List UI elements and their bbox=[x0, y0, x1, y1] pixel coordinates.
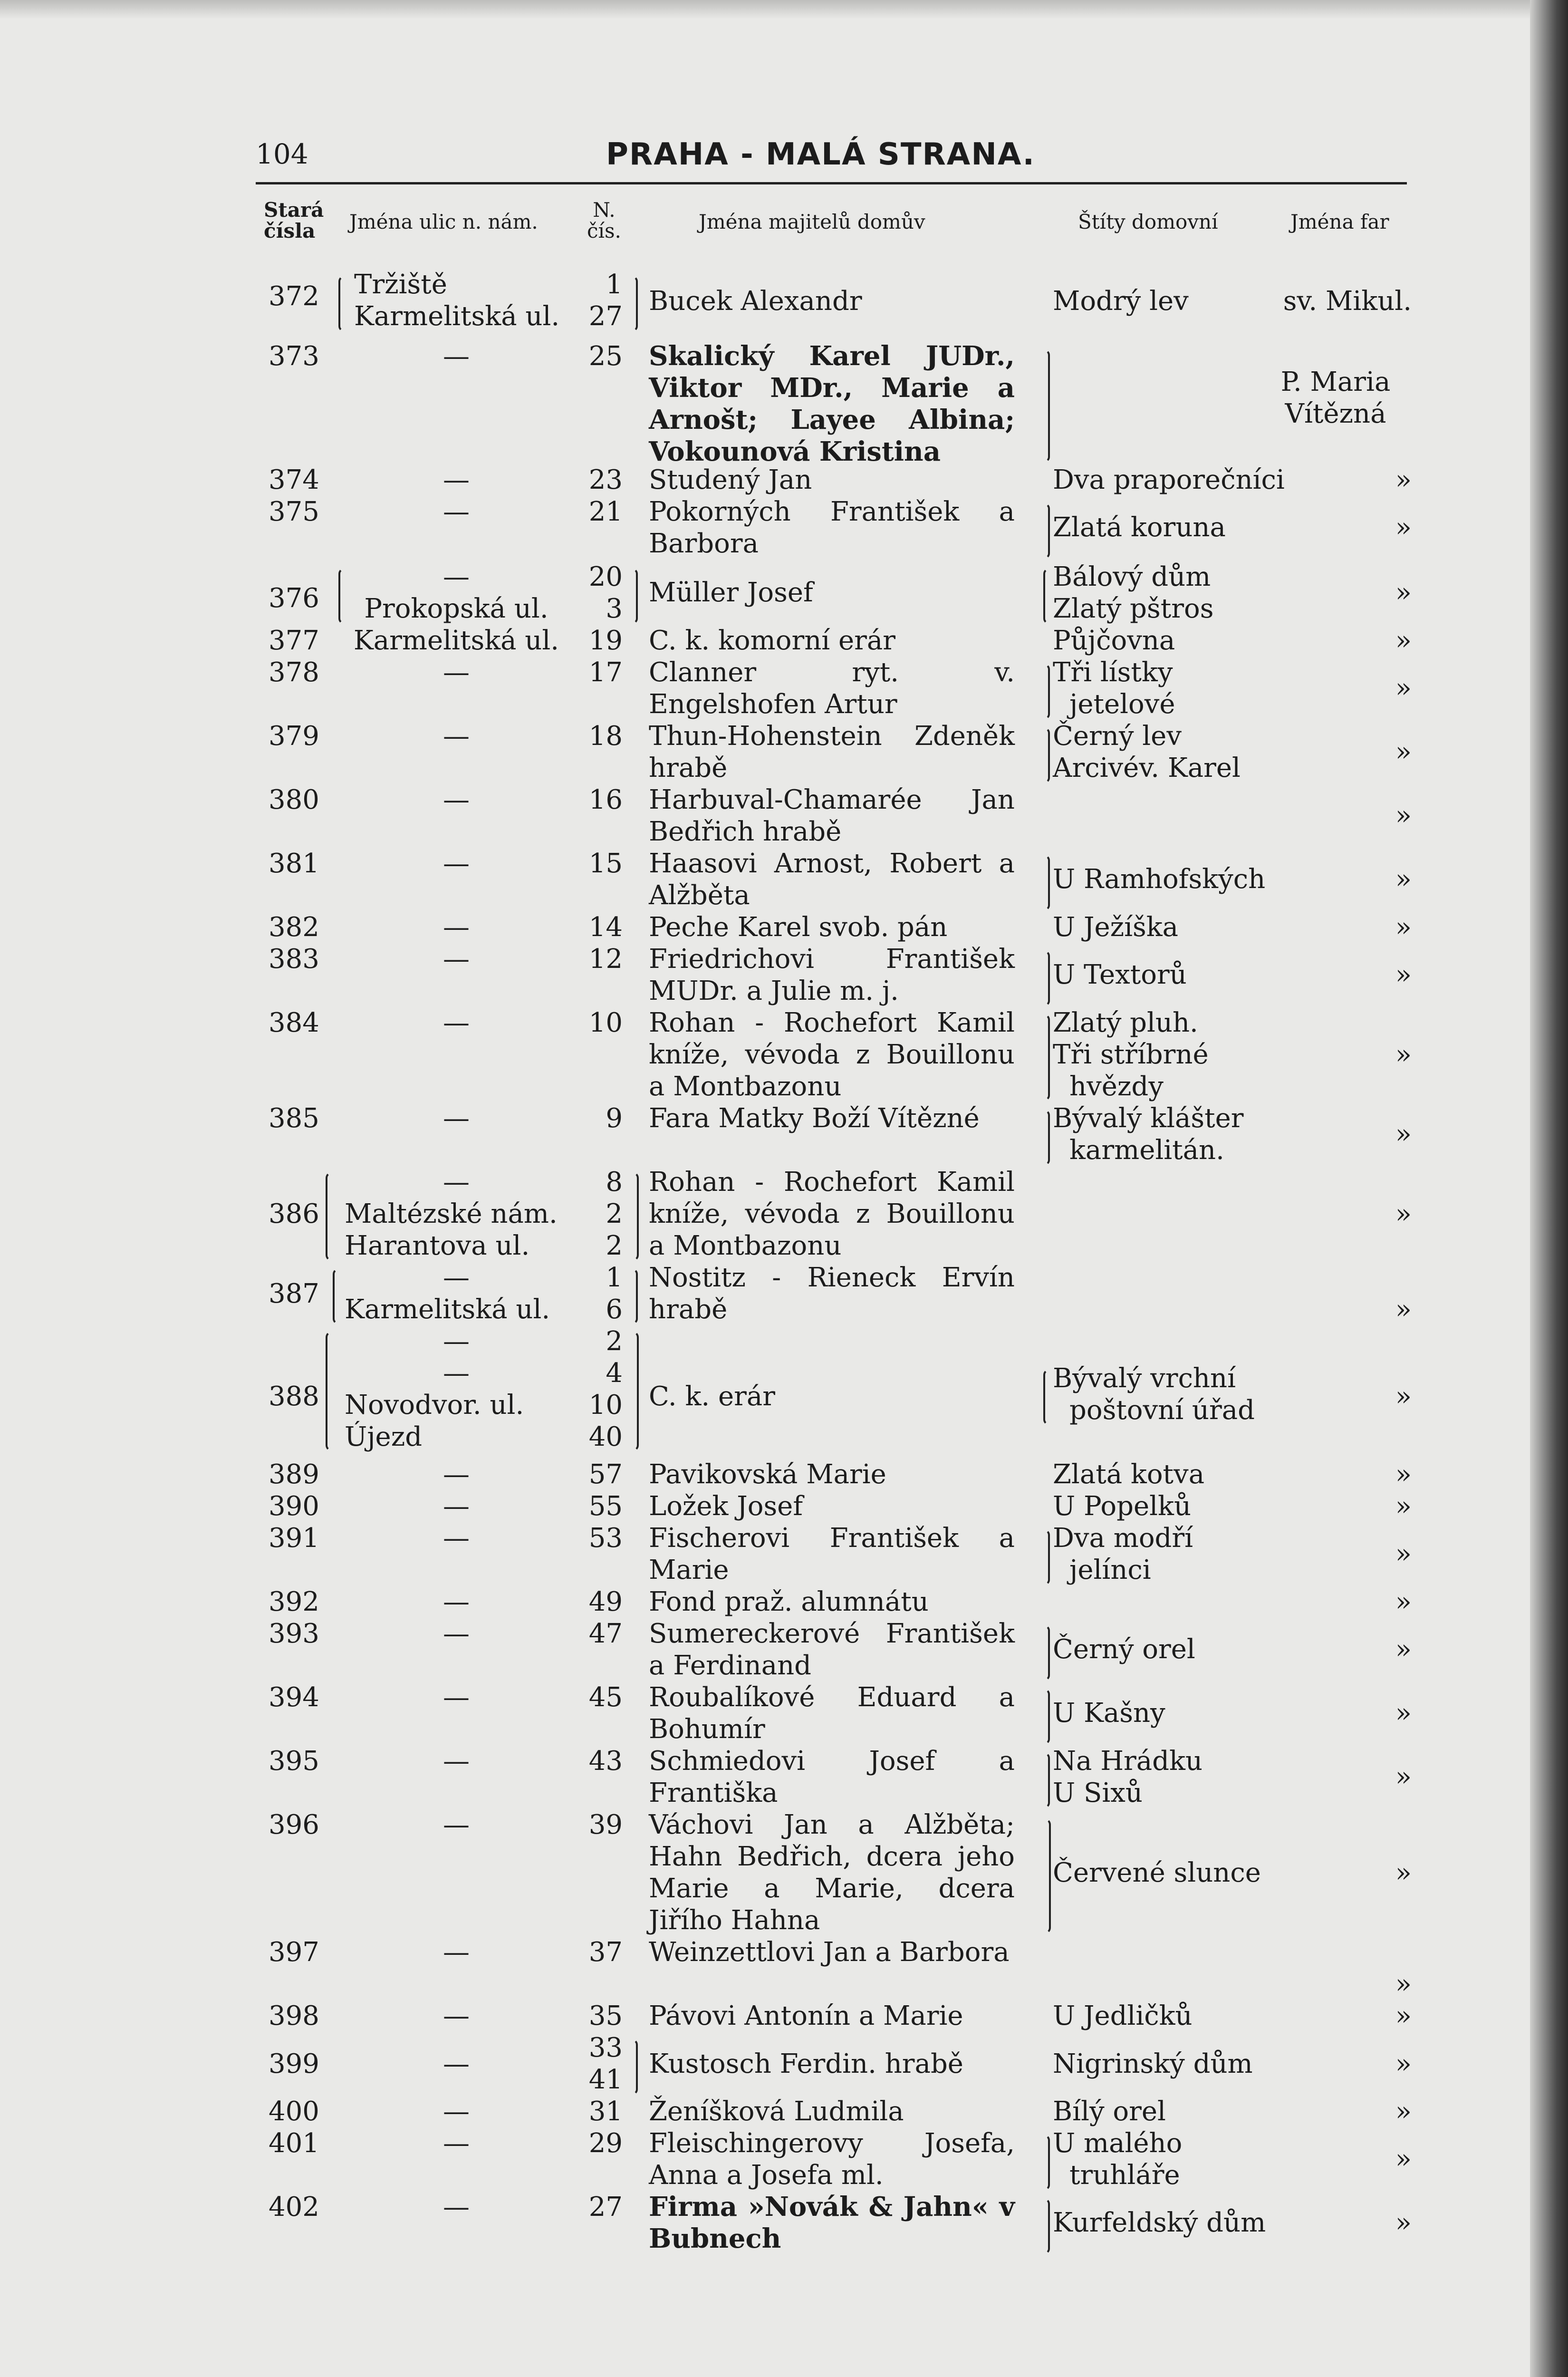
parish: » bbox=[1395, 2144, 1412, 2174]
house-number: 33 bbox=[588, 2032, 623, 2063]
house-number: 37 bbox=[588, 1937, 623, 1968]
house-sign: Bývalý klášter bbox=[1053, 1103, 1244, 1134]
parish: » bbox=[1395, 1698, 1412, 1729]
old-number: 387 bbox=[269, 1278, 319, 1309]
owner: Fara Matky Boží Vítězné bbox=[649, 1103, 980, 1134]
house-number: 16 bbox=[588, 784, 623, 815]
owner: Roubalíkové Eduard a Bohumír bbox=[649, 1682, 1015, 1745]
owner: Clanner ryt. v. Engelshofen Artur bbox=[649, 657, 1015, 720]
house-sign: U Sixů bbox=[1053, 1778, 1143, 1808]
house-sign: Dva modří bbox=[1053, 1523, 1193, 1554]
parish: » bbox=[1395, 1294, 1412, 1325]
owner: Váchovi Jan a Alžběta; Hahn Bedřich, dcera jeho Marie a Marie, dcera Jiřího Hahna bbox=[649, 1809, 1015, 1936]
street: — bbox=[443, 1491, 470, 1522]
parish: » bbox=[1395, 1491, 1412, 1522]
old-number: 392 bbox=[269, 1586, 319, 1617]
house-sign: Zlatý pluh. bbox=[1053, 1007, 1198, 1038]
street: — bbox=[443, 1262, 470, 1293]
owner: Nostitz - Rieneck Ervín hrabě bbox=[649, 1262, 1015, 1325]
header-num-line2: čís. bbox=[587, 219, 621, 242]
brace bbox=[626, 1331, 639, 1451]
brace bbox=[1039, 349, 1050, 463]
house-number: 41 bbox=[588, 2064, 623, 2095]
house-sign: Modrý lev bbox=[1053, 286, 1189, 317]
house-sign: Tři lístky bbox=[1053, 657, 1173, 688]
parish: » bbox=[1395, 736, 1412, 767]
street: — bbox=[443, 2128, 470, 2159]
house-sign: poštovní úřad bbox=[1069, 1395, 1255, 1426]
parish: » bbox=[1395, 800, 1412, 831]
old-number: 383 bbox=[269, 944, 319, 975]
owner: Rohan - Rochefort Kamil kníže, vévoda z Bouillonu a Montbazonu bbox=[649, 1007, 1015, 1102]
old-number: 376 bbox=[269, 583, 319, 614]
scan-top-shadow bbox=[0, 0, 1568, 19]
house-number: 6 bbox=[606, 1294, 623, 1325]
house-number: 15 bbox=[588, 848, 623, 879]
street: — bbox=[443, 496, 470, 527]
old-number: 401 bbox=[269, 2128, 319, 2159]
parish: » bbox=[1395, 959, 1412, 990]
brace bbox=[326, 1172, 338, 1261]
house-number: 29 bbox=[588, 2128, 623, 2159]
parish: » bbox=[1395, 2048, 1412, 2079]
brace bbox=[326, 1331, 338, 1451]
brace bbox=[338, 568, 350, 624]
house-sign: jetelové bbox=[1069, 689, 1175, 720]
street: Novodvor. ul. bbox=[345, 1390, 524, 1420]
owner: Weinzettlovi Jan a Barbora bbox=[649, 1937, 1010, 1968]
street: — bbox=[443, 1459, 470, 1490]
house-sign: U Jedličků bbox=[1053, 2000, 1193, 2031]
street: — bbox=[443, 1103, 470, 1134]
parish: » bbox=[1395, 673, 1412, 704]
parish: » bbox=[1395, 1634, 1412, 1665]
house-number: 27 bbox=[588, 301, 623, 332]
house-number: 20 bbox=[588, 561, 623, 592]
owner: Haasovi Arnost, Robert a Alžběta bbox=[649, 848, 1015, 911]
street: — bbox=[443, 561, 470, 592]
street: — bbox=[443, 1523, 470, 1554]
street: — bbox=[443, 2096, 470, 2127]
brace bbox=[1039, 727, 1050, 783]
owner: Kustosch Ferdin. hrabě bbox=[649, 2048, 963, 2079]
old-number: 373 bbox=[269, 341, 319, 372]
house-number: 19 bbox=[588, 625, 623, 656]
scan-right-edge bbox=[1530, 0, 1568, 2377]
house-sign: Zlatá kotva bbox=[1053, 1459, 1205, 1490]
owner: Firma »Novák & Jahn« v Bubnech bbox=[649, 2191, 1015, 2254]
brace bbox=[1039, 1529, 1050, 1585]
brace bbox=[626, 2039, 638, 2095]
street: — bbox=[443, 657, 470, 688]
house-number: 4 bbox=[606, 1358, 623, 1389]
house-number: 49 bbox=[588, 1586, 623, 1617]
brace bbox=[626, 1268, 638, 1324]
owner: Fleischingerovy Josefa, Anna a Josefa ml. bbox=[649, 2128, 1015, 2191]
brace bbox=[626, 276, 638, 332]
running-head: PRAHA - MALÁ STRANA. bbox=[606, 137, 1035, 172]
old-number: 385 bbox=[269, 1103, 319, 1134]
parish: » bbox=[1395, 577, 1412, 608]
parish: sv. Mikul. bbox=[1283, 286, 1412, 317]
house-sign: hvězdy bbox=[1069, 1071, 1164, 1102]
header-signs: Štíty domovní bbox=[1078, 210, 1218, 233]
street: — bbox=[443, 1586, 470, 1617]
house-number: 2 bbox=[606, 1230, 623, 1261]
house-sign: Arcivév. Karel bbox=[1053, 753, 1241, 783]
header-parish: Jména far bbox=[1290, 210, 1389, 233]
owner: Rohan - Rochefort Kamil kníže, vévoda z Bouillonu a Montbazonu bbox=[649, 1167, 1015, 1261]
house-number: 9 bbox=[606, 1103, 623, 1134]
parish: » bbox=[1395, 912, 1412, 943]
house-number: 27 bbox=[588, 2192, 623, 2222]
house-number: 14 bbox=[588, 912, 623, 943]
house-sign: Kurfeldský dům bbox=[1053, 2207, 1266, 2238]
house-number: 23 bbox=[588, 464, 623, 495]
parish: » bbox=[1395, 864, 1412, 895]
old-number: 393 bbox=[269, 1618, 319, 1649]
owner: C. k. komorní erár bbox=[649, 625, 896, 656]
street: — bbox=[443, 1618, 470, 1649]
house-sign: U Ramhofských bbox=[1053, 864, 1266, 895]
header-old-numbers bbox=[264, 200, 324, 242]
street: Újezd bbox=[345, 1421, 423, 1452]
brace bbox=[1039, 1625, 1050, 1681]
house-sign: U Kašny bbox=[1053, 1698, 1165, 1729]
parish: » bbox=[1395, 512, 1412, 543]
street: — bbox=[443, 1326, 470, 1357]
house-sign: Červené slunce bbox=[1053, 1857, 1261, 1888]
old-number: 382 bbox=[269, 912, 319, 943]
old-number: 402 bbox=[269, 2192, 319, 2222]
house-sign: Zlatá koruna bbox=[1053, 512, 1226, 543]
parish: » bbox=[1395, 2096, 1412, 2127]
house-number: 31 bbox=[588, 2096, 623, 2127]
brace bbox=[1039, 664, 1050, 720]
house-sign: Černý lev bbox=[1053, 721, 1182, 752]
house-number: 40 bbox=[588, 1421, 623, 1452]
header-old-line2: čísla bbox=[264, 219, 316, 242]
parish: » bbox=[1395, 1586, 1412, 1617]
parish: » bbox=[1395, 2207, 1412, 2238]
street: Harantova ul. bbox=[345, 1230, 530, 1261]
street: — bbox=[443, 1358, 470, 1389]
house-number: 21 bbox=[588, 496, 623, 527]
house-number: 35 bbox=[588, 2000, 623, 2031]
owner: Müller Josef bbox=[649, 577, 813, 608]
owner: Studený Jan bbox=[649, 464, 812, 495]
header-old-line1: Stará bbox=[264, 198, 324, 222]
street: Maltézské nám. bbox=[345, 1198, 558, 1229]
old-number: 397 bbox=[269, 1937, 319, 1968]
old-number: 389 bbox=[269, 1459, 319, 1490]
house-sign: karmelitán. bbox=[1069, 1135, 1224, 1166]
house-sign: Zlatý pštros bbox=[1053, 593, 1214, 624]
house-sign: Tři stříbrné bbox=[1053, 1039, 1209, 1070]
house-number: 8 bbox=[606, 1167, 623, 1198]
owner: C. k. erár bbox=[649, 1381, 776, 1412]
street: — bbox=[443, 721, 470, 752]
house-number: 2 bbox=[606, 1198, 623, 1229]
street: — bbox=[443, 1809, 470, 1840]
house-number: 47 bbox=[588, 1618, 623, 1649]
parish: » bbox=[1395, 1198, 1412, 1229]
parish: » bbox=[1395, 2000, 1412, 2031]
house-number: 57 bbox=[588, 1459, 623, 1490]
owner: Pavikovská Marie bbox=[649, 1459, 886, 1490]
owner: Ženíšková Ludmila bbox=[649, 2096, 904, 2127]
parish: » bbox=[1395, 1039, 1412, 1070]
street: Prokopská ul. bbox=[364, 593, 548, 624]
house-number: 25 bbox=[588, 341, 623, 372]
brace bbox=[1039, 1818, 1051, 1934]
house-number: 53 bbox=[588, 1523, 623, 1554]
house-number: 55 bbox=[588, 1491, 623, 1522]
house-number: 18 bbox=[588, 721, 623, 752]
parish: » bbox=[1395, 464, 1412, 495]
parish: » bbox=[1395, 1119, 1412, 1150]
street: Karmelitská ul. bbox=[354, 301, 560, 332]
brace bbox=[626, 1172, 639, 1261]
street: Karmelitská ul. bbox=[353, 625, 559, 656]
street: — bbox=[443, 2000, 470, 2031]
parish: P. Maria Vítězná bbox=[1280, 367, 1391, 429]
house-number: 2 bbox=[606, 1326, 623, 1357]
street: — bbox=[443, 944, 470, 975]
parish: » bbox=[1395, 1761, 1412, 1792]
house-number: 17 bbox=[588, 657, 623, 688]
parish: » bbox=[1395, 1538, 1412, 1569]
street: — bbox=[443, 1167, 470, 1198]
street: — bbox=[443, 1682, 470, 1713]
owner: Pávovi Antonín a Marie bbox=[649, 2000, 963, 2031]
brace bbox=[333, 1268, 344, 1324]
parish: » bbox=[1395, 1459, 1412, 1490]
house-sign: Černý orel bbox=[1053, 1634, 1195, 1665]
parish: » bbox=[1395, 1969, 1412, 2000]
header-rule bbox=[256, 182, 1407, 184]
owner: Pokorných František a Barbora bbox=[649, 496, 1015, 559]
street: — bbox=[443, 848, 470, 879]
owner: Ložek Josef bbox=[649, 1491, 803, 1522]
house-number: 10 bbox=[588, 1007, 623, 1038]
house-sign: U Popelků bbox=[1053, 1491, 1192, 1522]
header-new-numbers bbox=[587, 200, 621, 242]
house-sign: Bílý orel bbox=[1053, 2096, 1166, 2127]
house-sign: Bálový dům bbox=[1053, 561, 1211, 592]
street: — bbox=[443, 341, 470, 372]
brace bbox=[1039, 1752, 1050, 1808]
street: — bbox=[443, 2048, 470, 2079]
house-number: 1 bbox=[606, 1262, 623, 1293]
house-sign: Na Hrádku bbox=[1053, 1746, 1203, 1777]
old-number: 386 bbox=[269, 1198, 319, 1229]
house-number: 3 bbox=[606, 593, 623, 624]
owner: Skalický Karel JUDr., Viktor MDr., Marie a Arnošt; Layee Albina; Vokounová Kristina bbox=[649, 340, 1015, 467]
brace bbox=[626, 568, 638, 624]
brace bbox=[1039, 503, 1050, 559]
owner: Harbuval-Chamarée Jan Bedřich hrabě bbox=[649, 784, 1015, 847]
owner: Thun-Hohenstein Zdeněk hrabě bbox=[649, 721, 1015, 783]
page-number: 104 bbox=[256, 138, 308, 170]
old-number: 396 bbox=[269, 1809, 319, 1840]
house-sign: jelínci bbox=[1069, 1555, 1151, 1585]
house-sign: Nigrinský dům bbox=[1053, 2048, 1253, 2079]
brace bbox=[1039, 2198, 1050, 2254]
street: Tržiště bbox=[354, 269, 447, 300]
old-number: 399 bbox=[269, 2048, 319, 2079]
owner: Sumereckerové František a Ferdinand bbox=[649, 1618, 1015, 1681]
brace bbox=[1039, 1110, 1050, 1166]
old-number: 394 bbox=[269, 1682, 319, 1713]
house-number: 10 bbox=[588, 1390, 623, 1420]
owner: Schmiedovi Josef a Františka bbox=[649, 1746, 1015, 1808]
old-number: 391 bbox=[269, 1523, 319, 1554]
old-number: 375 bbox=[269, 496, 319, 527]
old-number: 378 bbox=[269, 657, 319, 688]
house-sign: U Ježíška bbox=[1053, 912, 1179, 943]
house-sign: truhláře bbox=[1069, 2160, 1180, 2191]
brace bbox=[1039, 2135, 1050, 2191]
street: — bbox=[443, 1007, 470, 1038]
street: — bbox=[443, 784, 470, 815]
old-number: 390 bbox=[269, 1491, 319, 1522]
parish: » bbox=[1395, 625, 1412, 656]
house-sign: Bývalý vrchní bbox=[1053, 1363, 1236, 1394]
street: Karmelitská ul. bbox=[345, 1294, 550, 1325]
header-streets: Jména ulic n. nám. bbox=[349, 210, 538, 233]
owner: Peche Karel svob. pán bbox=[649, 912, 948, 943]
street: — bbox=[443, 1937, 470, 1968]
owner: Fond praž. alumnátu bbox=[649, 1586, 929, 1617]
house-sign: Dva praporečníci bbox=[1053, 464, 1285, 495]
old-number: 381 bbox=[269, 848, 319, 879]
header-owners: Jména majitelů domův bbox=[699, 210, 925, 233]
house-number: 1 bbox=[606, 269, 623, 300]
parish: » bbox=[1395, 1857, 1412, 1888]
old-number: 398 bbox=[269, 2000, 319, 2031]
house-number: 45 bbox=[588, 1682, 623, 1713]
street: — bbox=[443, 1746, 470, 1777]
house-number: 43 bbox=[588, 1746, 623, 1777]
old-number: 374 bbox=[269, 464, 319, 495]
house-sign: U Textorů bbox=[1053, 959, 1187, 990]
parish: » bbox=[1395, 1381, 1412, 1412]
old-number: 384 bbox=[269, 1007, 319, 1038]
street: — bbox=[443, 2192, 470, 2222]
house-number: 39 bbox=[588, 1809, 623, 1840]
brace bbox=[1039, 950, 1050, 1006]
old-number: 380 bbox=[269, 784, 319, 815]
owner: Bucek Alexandr bbox=[649, 286, 862, 317]
old-number: 379 bbox=[269, 721, 319, 752]
brace bbox=[1039, 855, 1050, 911]
brace bbox=[1039, 1689, 1050, 1745]
brace bbox=[338, 276, 350, 332]
owner: Friedrichovi František MUDr. a Julie m. j. bbox=[649, 944, 1015, 1006]
old-number: 388 bbox=[269, 1381, 319, 1412]
old-number: 395 bbox=[269, 1746, 319, 1777]
brace bbox=[1039, 1014, 1050, 1101]
house-sign: U malého bbox=[1053, 2128, 1183, 2159]
house-sign: Půjčovna bbox=[1053, 625, 1175, 656]
house-number: 12 bbox=[588, 944, 623, 975]
old-number: 372 bbox=[269, 281, 319, 312]
street: — bbox=[443, 464, 470, 495]
old-number: 400 bbox=[269, 2096, 319, 2127]
owner: Fischerovi František a Marie bbox=[649, 1523, 1015, 1585]
old-number: 377 bbox=[269, 625, 319, 656]
street: — bbox=[443, 912, 470, 943]
header-num-line1: N. bbox=[593, 198, 616, 222]
